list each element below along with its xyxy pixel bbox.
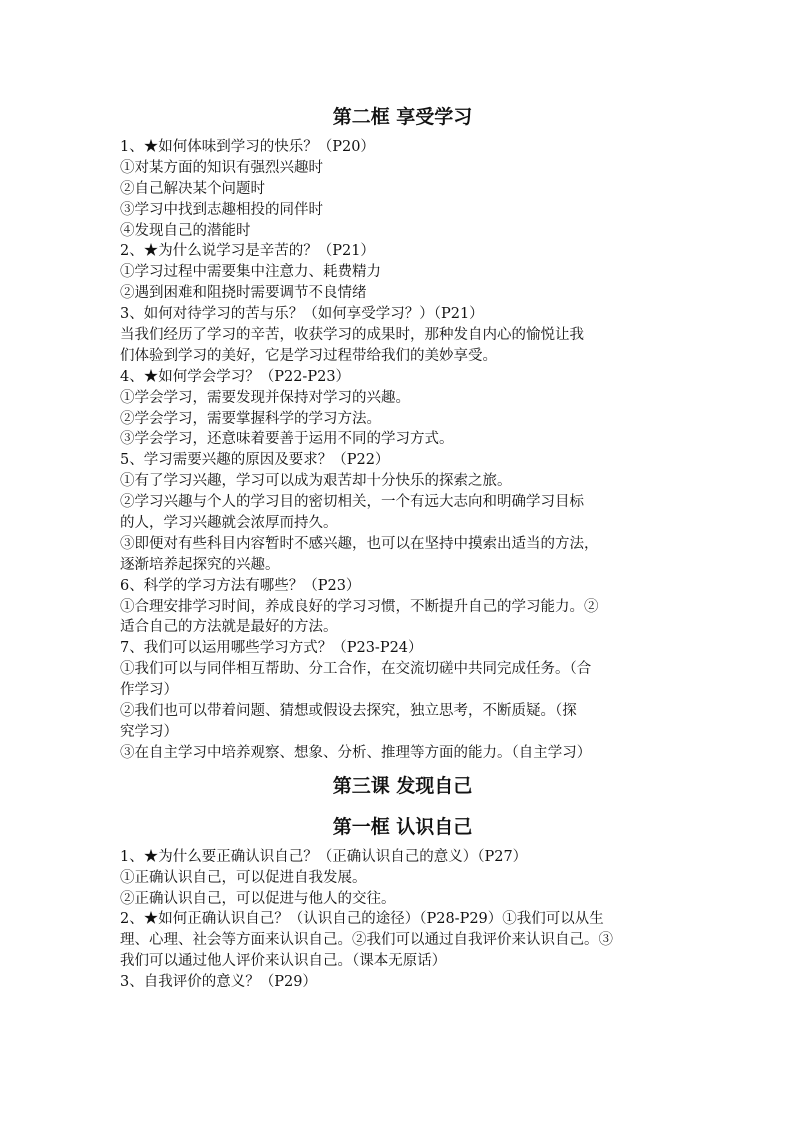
- text-line: ②正确认识自己，可以促进与他人的交往。: [120, 890, 396, 907]
- text-line: ③即便对有些科目内容暂时不感兴趣，也可以在坚持中摸索出适当的方法，: [120, 535, 599, 552]
- text-line: 适合自己的方法就是最好的方法。: [120, 619, 338, 636]
- text-line: ③在自主学习中培养观察、想象、分析、推理等方面的能力。（自主学习）: [120, 744, 592, 761]
- text-line: 7、我们可以运用哪些学习方式？（P23-P24）: [120, 640, 423, 657]
- qa-block-self: [120, 847, 685, 993]
- text-line: 5、学习需要兴趣的原因及要求？（P22）: [120, 452, 390, 469]
- frame-title-enjoy-learning: 第二框 享受学习: [332, 106, 473, 128]
- text-line: ①我们可以与同伴相互帮助、分工合作，在交流切磋中共同完成任务。（合: [120, 661, 592, 678]
- text-line: 6、科学的学习方法有哪些？（P23）: [120, 577, 361, 594]
- lesson-title-discover-self: 第三课 发现自己: [332, 774, 473, 797]
- text-line: ②自己解决某个问题时: [120, 180, 265, 197]
- text-line: ②遇到困难和阻挠时需要调节不良情绪: [120, 285, 367, 302]
- text-line: ②我们也可以带着问题、猜想或假设去探究，独立思考，不断质疑。（探: [120, 703, 577, 720]
- frame-title-know-self: 第一框 认识自己: [332, 815, 473, 838]
- text-line: 1、★如何体味到学习的快乐？（P20）: [120, 139, 375, 155]
- text-line: 我们可以通过他人评价来认识自己。（课本无原话）: [120, 953, 447, 970]
- text-line: 3、如何对待学习的苦与乐？（如何享受学习？）（P21）: [120, 306, 484, 323]
- text-line: 2、★为什么说学习是辛苦的？（P21）: [120, 243, 375, 260]
- document-content: [120, 103, 685, 993]
- text-line: 们体验到学习的美好，它是学习过程带给我们的美妙享受。: [120, 347, 497, 364]
- text-line: ①学习过程中需要集中注意力、耗费精力: [120, 264, 381, 281]
- qa-block-learning: [120, 137, 685, 764]
- text-line: ④发现自己的潜能时: [120, 222, 251, 239]
- text-line: ①有了学习兴趣，学习可以成为艰苦却十分快乐的探索之旅。: [120, 473, 512, 490]
- text-line: 的人，学习兴趣就会浓厚而持久。: [120, 515, 338, 532]
- text-line: ②学会学习，需要掌握科学的学习方法。: [120, 410, 381, 427]
- text-line: ①对某方面的知识有强烈兴趣时: [120, 159, 323, 176]
- text-line: ③学会学习，还意味着要善于运用不同的学习方式。: [120, 431, 454, 448]
- text-line: ①正确认识自己，可以促进自我发展。: [120, 869, 367, 886]
- text-line: 当我们经历了学习的辛苦，收获学习的成果时，那种发自内心的愉悦让我: [120, 327, 584, 344]
- text-line: ①学会学习，需要发现并保持对学习的兴趣。: [120, 389, 410, 406]
- text-line: 4、★如何学会学习？（P22-P23）: [120, 368, 351, 385]
- text-line: 逐渐培养起探究的兴趣。: [120, 556, 280, 573]
- text-line: 理、心理、社会等方面来认识自己。②我们可以通过自我评价来认识自己。③: [120, 932, 613, 949]
- text-line: 作学习）: [120, 682, 178, 699]
- text-line: ①合理安排学习时间，养成良好的学习习惯，不断提升自己的学习能力。②: [120, 598, 599, 615]
- text-line: 1、★为什么要正确认识自己？（正确认识自己的意义）（P27）: [120, 848, 528, 865]
- text-line: 3、自我评价的意义？（P29）: [120, 974, 317, 991]
- text-line: 究学习）: [120, 723, 178, 740]
- text-line: ③学习中找到志趣相投的同伴时: [120, 201, 323, 218]
- text-line: ②学习兴趣与个人的学习目的密切相关，一个有远大志向和明确学习目标: [120, 494, 584, 511]
- text-line: 2、★如何正确认识自己？（认识自己的途径）（P28-P29）①我们可以从生: [120, 911, 604, 928]
